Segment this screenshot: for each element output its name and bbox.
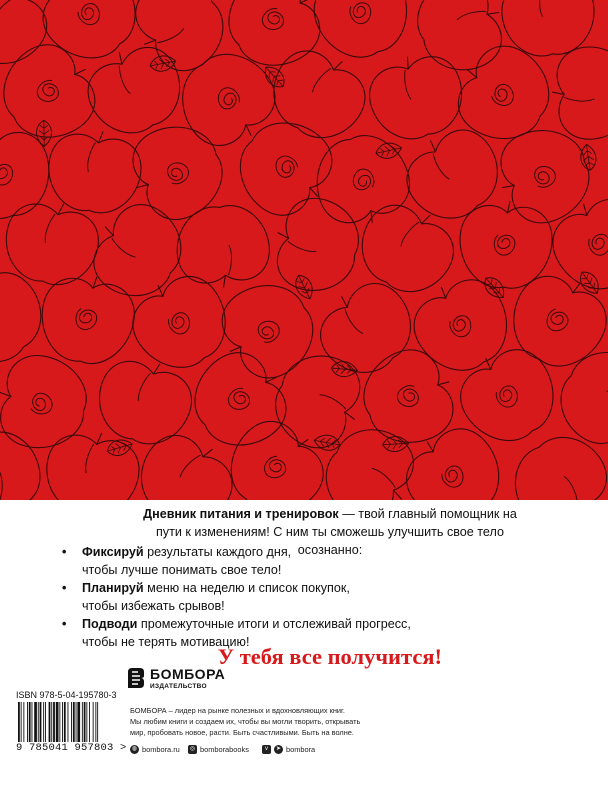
barcode-bar (95, 702, 96, 742)
telegram-icon: ➤ (275, 746, 282, 752)
apple-motif (305, 268, 428, 390)
vk-icon: v (262, 745, 271, 754)
leaf-motif (313, 433, 341, 452)
leaf-motif (374, 141, 403, 161)
apple-motif (120, 0, 239, 85)
apple-motif (443, 32, 565, 156)
barcode-bar (86, 702, 87, 742)
bullet-text: меню на неделю и список покупок, (143, 581, 350, 595)
social-site-label: bombora.ru (142, 745, 180, 754)
bullet-text-2: чтобы избежать срывов! (82, 599, 225, 613)
apple-motif (392, 114, 515, 235)
apple-motif (310, 413, 429, 500)
apple-motif (550, 45, 608, 141)
bullet-text: результаты каждого дня, (143, 545, 292, 559)
apple-motif (223, 105, 348, 231)
apple-motif (88, 348, 201, 454)
bombora-logo-icon (126, 666, 146, 690)
publisher-logo (126, 663, 236, 695)
barcode-bar (53, 702, 55, 742)
leaf-motif (579, 143, 597, 171)
apple-motif (0, 257, 58, 379)
barcode-bar (34, 702, 37, 742)
social-other-label: bombora (286, 745, 316, 754)
about-line-2: Мы любим книги и создаем их, чтобы вы могли творить, открывать (130, 717, 361, 726)
list-item (62, 579, 532, 615)
publisher-about (130, 705, 430, 738)
publisher-sub: ИЗДАТЕЛЬСТВО (150, 683, 207, 690)
barcode-bar (84, 702, 86, 742)
barcode-bar (93, 702, 94, 742)
leaf-motif (36, 120, 51, 146)
leaf-motif (105, 437, 134, 459)
apple-motif (119, 112, 236, 231)
bullet-text: промежуточные итоги и отслеживай прогресс, (137, 617, 411, 631)
barcode-digits: 9 785041 957803 > (16, 742, 127, 754)
apple-motif (458, 199, 554, 291)
barcode-bar (23, 702, 24, 742)
about-line-1: БОМБОРА – лидер на рынке полезных и вдохновляющих книг. (130, 706, 345, 715)
isbn: ISBN 978-5-04-195780-3 (16, 690, 117, 700)
barcode-bar (32, 702, 33, 742)
apple-motif (27, 0, 154, 76)
barcode-bar (64, 702, 66, 742)
barcode-bar (77, 702, 80, 742)
bullet-bold: Подводи (82, 617, 138, 631)
apple-motif (0, 428, 44, 500)
apple-motif (499, 422, 608, 500)
apple-motif (0, 349, 93, 456)
bullet-bold: Фиксируй (82, 545, 144, 559)
social-links (130, 745, 430, 759)
barcode-bar (18, 702, 20, 742)
apple-motif (266, 191, 367, 300)
apple-motif (361, 44, 473, 149)
barcode-bar (97, 702, 98, 742)
barcode-bar (40, 702, 42, 742)
bullet-text-2: чтобы не терять мотивацию! (82, 635, 250, 649)
apple-motif (306, 126, 418, 235)
bullet-bold: Планируй (82, 581, 144, 595)
apple-motif (498, 0, 598, 60)
apple-motif (124, 420, 246, 500)
barcode-bar (59, 702, 60, 742)
apple-motif (391, 413, 517, 500)
barcode-bar (82, 702, 83, 742)
apple-motif (350, 338, 467, 457)
barcode-bar (45, 702, 46, 742)
barcode-bar (38, 702, 39, 742)
instagram-icon: ◎ (189, 746, 196, 752)
publisher-name: БОМБОРА (150, 666, 226, 682)
apple-motif (303, 0, 421, 70)
intro-text: — твой главный помощник на пути к изменениям! С ним ты сможешь улучшить свое тело осознанно: (155, 507, 517, 557)
slogan: У тебя все получится! (217, 644, 442, 669)
apple-motif (75, 33, 194, 147)
list-item (62, 543, 532, 579)
apple-motif (263, 343, 374, 460)
apple-motif (174, 202, 273, 291)
barcode-bar (21, 702, 22, 742)
barcode-bar (49, 702, 51, 742)
barcode-bar (43, 702, 44, 742)
apple-motif (0, 193, 106, 293)
apple-motif (41, 425, 145, 500)
about-line-3: мир, пробовать новое, расти. Быть счастливыми. Быть на волне. (130, 728, 354, 737)
barcode-bar (56, 702, 59, 742)
barcode-bar (51, 702, 52, 742)
social-instagram[interactable] (188, 745, 249, 754)
social-other[interactable] (262, 745, 315, 754)
barcode-bar (27, 702, 28, 742)
apple-motif (406, 0, 516, 83)
apple-motif (78, 190, 196, 312)
social-insta-label: bomborabooks (200, 745, 249, 754)
barcode-bar (71, 702, 72, 742)
apple-motif (0, 30, 111, 155)
bullet-text-2: чтобы лучше понимать свое тело! (82, 563, 282, 577)
barcode-bar (68, 702, 69, 742)
apple-motif (212, 0, 336, 83)
apple-motif (165, 37, 291, 161)
apple-motif (346, 190, 467, 307)
benefits-list (62, 543, 532, 651)
intro-bold: Дневник питания и тренировок (143, 507, 339, 521)
barcode-bar (29, 702, 31, 742)
apple-motif (43, 125, 146, 218)
barcode-bar (62, 702, 63, 742)
barcode-bar (76, 702, 77, 742)
barcode-bar (89, 702, 90, 742)
globe-icon: ◍ (131, 746, 138, 752)
social-site[interactable] (130, 745, 180, 754)
barcode-bar (73, 702, 75, 742)
apple-motif (400, 264, 524, 386)
barcode (16, 702, 126, 742)
